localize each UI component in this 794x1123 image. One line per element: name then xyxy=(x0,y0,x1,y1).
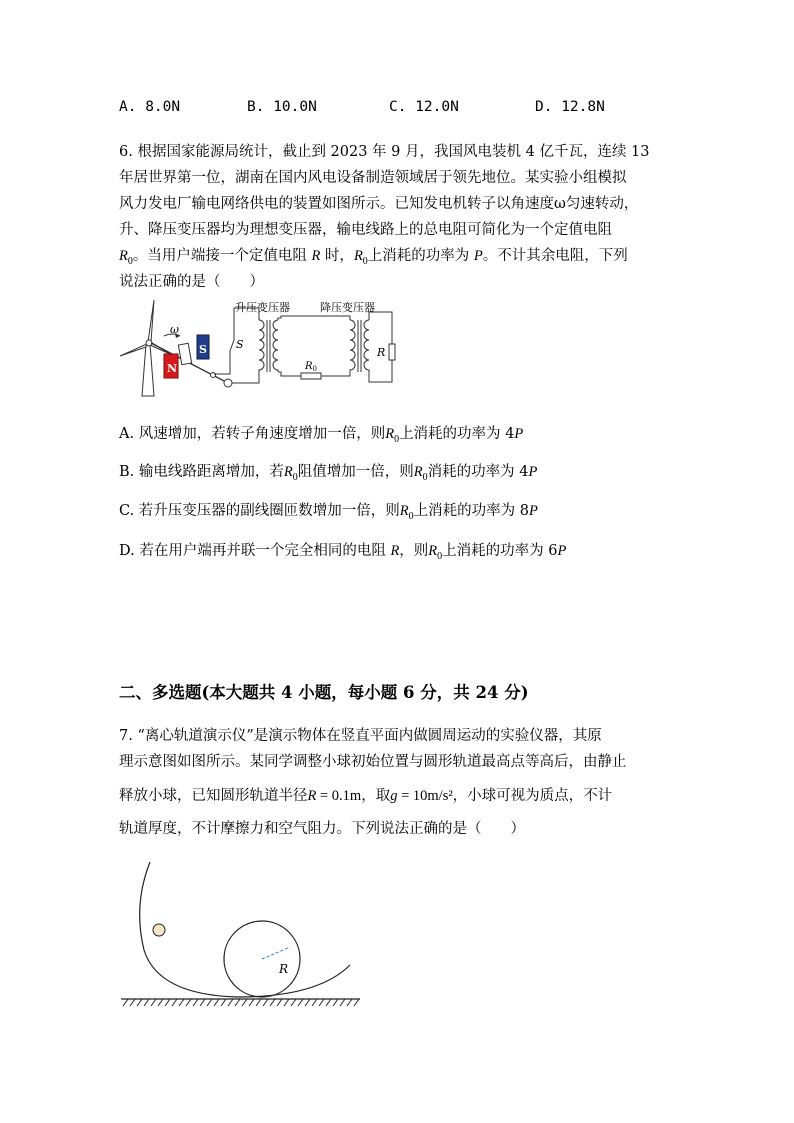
step-down-secondary-coil xyxy=(364,320,369,372)
hatch-mark xyxy=(326,999,331,1006)
resistor-r0 xyxy=(301,373,321,379)
hatch-mark xyxy=(305,999,310,1006)
q6-option-a: A. 风速增加，若转子角速度增加一倍，则$R_0$上消耗的功率为 4P xyxy=(119,426,524,445)
resistor-r-label: R xyxy=(377,346,386,359)
hatch-mark xyxy=(179,999,184,1006)
radius-label: R xyxy=(279,962,289,976)
primary-wire-top xyxy=(214,351,230,374)
q6-stem-line-6: 说法正确的是（ ） xyxy=(119,274,264,290)
rotor-coil xyxy=(178,343,191,364)
slip-ring-1 xyxy=(211,373,216,378)
switch-label: S xyxy=(236,338,244,351)
hatch-mark xyxy=(333,999,338,1006)
switch-blade xyxy=(230,340,234,351)
step-up-secondary-coil xyxy=(273,320,278,372)
hatch-mark xyxy=(137,999,142,1006)
q5-option-c: C. 12.0N xyxy=(389,99,459,115)
q6-stem-line-1: 6. 根据国家能源局统计，截止到 2023 年 9 月，我国风电装机 4 亿千瓦，连续 13 xyxy=(119,144,650,160)
section-2-heading: 二、多选题(本大题共 4 小题，每小题 6 分，共 24 分) xyxy=(119,683,529,702)
q6-stem-line-3: 风力发电厂输电网络供电的装置如图所示。已知发电机转子以角速度ω匀速转动， xyxy=(119,196,639,212)
step-up-primary-coil xyxy=(259,320,264,372)
q6-option-b: B. 输电线路距离增加，若$R_0$阻值增加一倍，则$R_0$消耗的功率为 4P xyxy=(119,464,538,483)
magnet-s-label: S xyxy=(199,343,207,356)
turbine-blade-left xyxy=(120,344,147,356)
hatch-mark xyxy=(354,999,359,1006)
hatch-mark xyxy=(228,999,233,1006)
hatch-mark xyxy=(284,999,289,1006)
step-down-primary-coil xyxy=(350,320,355,372)
q5-option-d: D. 12.8N xyxy=(535,99,605,115)
radius-line xyxy=(262,947,290,959)
q7-line-1: 7. “离心轨道演示仪”是演示物体在竖直平面内做圆周运动的实验仪器，其原 xyxy=(119,728,602,744)
hatch-mark xyxy=(193,999,198,1006)
ground-hatching xyxy=(123,999,359,1006)
q6-stem-line-2: 年居世界第一位，湖南在国内风电设备制造领域居于领先地位。某实验小组模拟 xyxy=(119,170,627,186)
hatch-mark xyxy=(186,999,191,1006)
hatch-mark xyxy=(235,999,240,1006)
q5-option-a: A. 8.0N xyxy=(119,99,181,115)
slip-ring-2 xyxy=(224,379,232,387)
hatch-mark xyxy=(312,999,317,1006)
hatch-mark xyxy=(270,999,275,1006)
hatch-mark xyxy=(123,999,128,1006)
hatch-mark xyxy=(221,999,226,1006)
hatch-mark xyxy=(214,999,219,1006)
turbine-tower xyxy=(142,344,154,396)
transmission-line-top xyxy=(278,316,350,320)
resistor-r0-label: $R_0$ xyxy=(305,361,317,373)
hatch-mark xyxy=(319,999,324,1006)
hatch-mark xyxy=(298,999,303,1006)
hatch-mark xyxy=(172,999,177,1006)
q7-line-4: 轨道厚度，不计摩擦力和空气阻力。下列说法正确的是（ ） xyxy=(119,821,525,837)
load-wire-2 xyxy=(369,360,392,382)
var-r0: R xyxy=(119,248,128,264)
hatch-mark xyxy=(340,999,345,1006)
hatch-mark xyxy=(144,999,149,1006)
hatch-mark xyxy=(263,999,268,1006)
turbine-blade-up xyxy=(148,300,154,342)
hatch-mark xyxy=(151,999,156,1006)
step-down-label: 降压变压器 xyxy=(320,301,375,314)
hatch-mark xyxy=(347,999,352,1006)
hatch-mark xyxy=(165,999,170,1006)
q7-line-3: 释放小球，已知圆形轨道半径R = 0.1m，取g = 10m/s²，小球可视为质点，不计 xyxy=(119,788,613,804)
hatch-mark xyxy=(207,999,212,1006)
hatch-mark xyxy=(291,999,296,1006)
hatch-mark xyxy=(242,999,247,1006)
q7-line-2: 理示意图如图所示。某同学调整小球初始位置与圆形轨道最高点等高后，由静止 xyxy=(119,754,627,770)
wind-power-circuit-diagram xyxy=(118,296,403,400)
centrifugal-track-diagram xyxy=(118,860,368,1015)
load-wire xyxy=(369,312,392,344)
ball xyxy=(153,924,165,936)
resistor-r xyxy=(389,344,395,360)
hatch-mark xyxy=(200,999,205,1006)
hatch-mark xyxy=(249,999,254,1006)
primary-wire-bottom xyxy=(232,372,259,383)
outer-track xyxy=(140,862,350,997)
step-up-label: 升压变压器 xyxy=(235,301,290,314)
q6-stem-line-5: $R_0$。当用户端接一个定值电阻 R 时，$R_0$上消耗的功率为 P。不计其余电阻，下列 xyxy=(119,248,628,267)
q6-option-c: C. 若升压变压器的副线圈匝数增加一倍，则$R_0$上消耗的功率为 8P xyxy=(119,503,538,522)
hatch-mark xyxy=(256,999,261,1006)
omega-label: ω xyxy=(170,323,179,336)
hatch-mark xyxy=(158,999,163,1006)
q6-option-d: D. 若在用户端再并联一个完全相同的电阻 R，则$R_0$上消耗的功率为 6P xyxy=(119,543,567,562)
hatch-mark xyxy=(130,999,135,1006)
hatch-mark xyxy=(277,999,282,1006)
q6-stem-line-4: 升、降压变压器均为理想变压器，输电线路上的总电阻可简化为一个定值电阻 xyxy=(119,222,612,238)
magnet-n-label: N xyxy=(167,362,178,375)
q5-option-b: B. 10.0N xyxy=(247,99,317,115)
